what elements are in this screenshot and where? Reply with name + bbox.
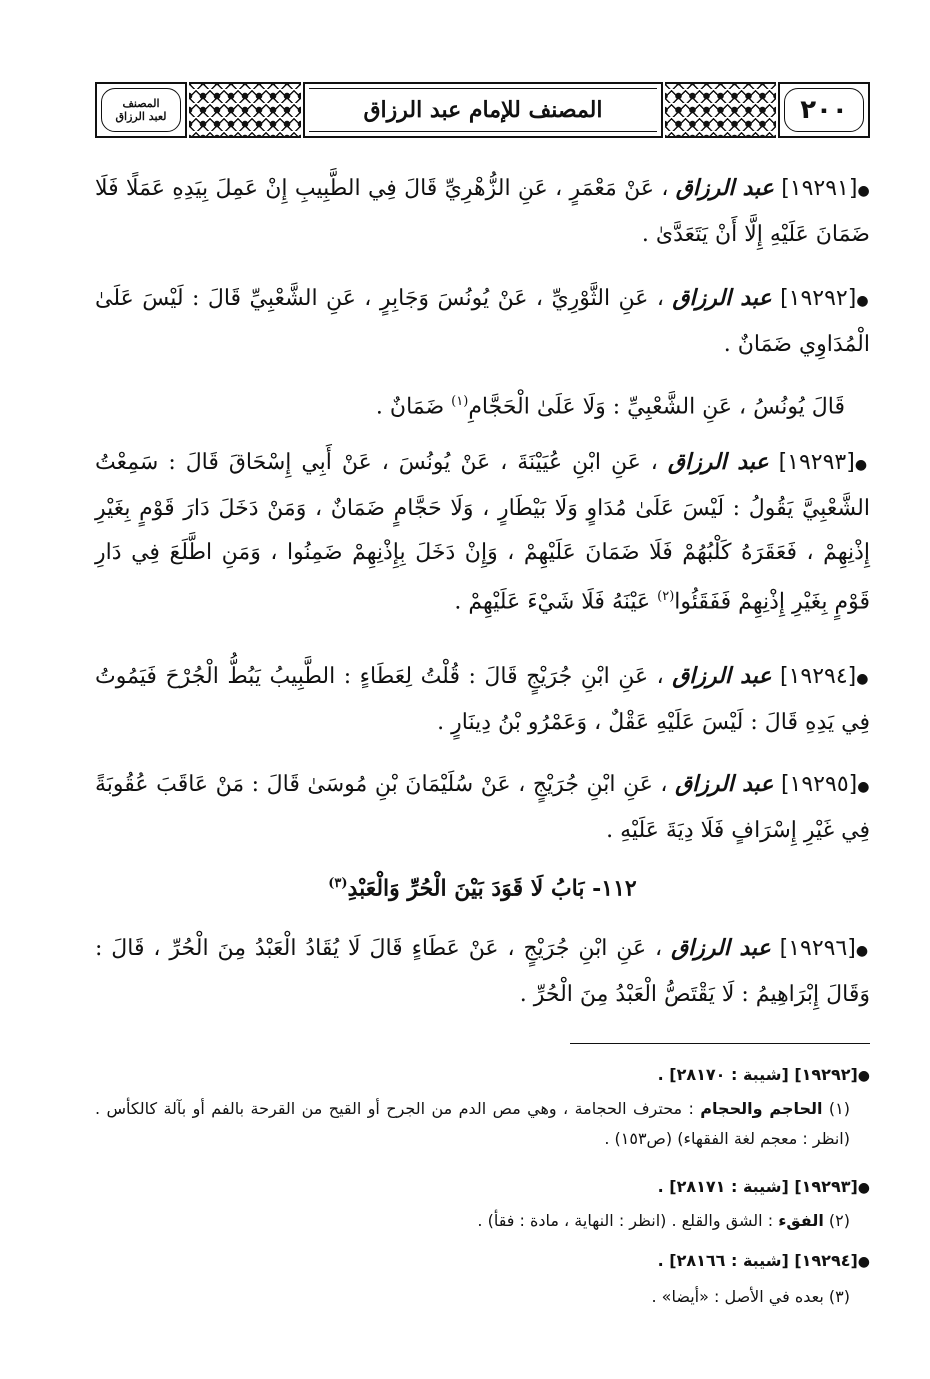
- footnote-3: [95, 1282, 850, 1312]
- hadith-19291: [95, 166, 870, 257]
- hadith-19293: [95, 440, 870, 624]
- bullet-icon: ●: [857, 1180, 870, 1196]
- yunus-text: قَالَ يُونُسُ ، عَنِ الشَّعْبِيِّ : وَلَا عَلَىٰ الْحَجَّامِ: [468, 394, 845, 420]
- chapter-title: ١١٢- بَابُ لَا قَوَدَ بَيْنَ الْحُرِّ وَالْعَبْدِ: [347, 875, 637, 902]
- author-name: عبد الرزاق: [675, 771, 774, 797]
- title-box: [303, 82, 663, 138]
- hadith-19294: [95, 654, 870, 745]
- ornament-band-left: [189, 82, 301, 138]
- hadith-number: [١٩٢٩٣]: [778, 450, 855, 475]
- footnote-number: (١): [828, 1099, 850, 1118]
- page-header: [95, 78, 870, 142]
- hadith-text: ، عَنِ ابْنِ جُرَيْجٍ قَالَ : قُلْتُ لِعَطَاءٍ : الطَّبِيبُ يَبُطُّ الْجُرْحَ فَيَمُوتُ فِي يَدِهِ قَالَ : لَيْسَ عَلَيْهِ عَقْلٌ ، وَعَمْرُو بْنُ دِينَارٍ .: [95, 664, 870, 735]
- hadith-19296: [95, 926, 870, 1017]
- footnote-source: [١٩٢٩٢] [شيبة : ٢٨١٧٠] .: [657, 1065, 858, 1084]
- footnote-text: : الشق والقلع . (انظر : النهاية ، مادة : فقأ) .: [477, 1211, 774, 1230]
- footnote-source-19292: [95, 1060, 870, 1091]
- yunus-text-after: ضَمَانٌ .: [375, 394, 445, 420]
- hadith-text: ، عَنِ ابْنِ جُرَيْجٍ ، عَنْ عَطَاءٍ قَالَ لَا يُقَادُ الْعَبْدُ مِنَ الْحُرِّ ، قَالَ : وَقَالَ إِبْرَاهِيمُ : لَا يَقْتَصُّ الْعَبْدُ مِنَ الْحُرِّ .: [95, 936, 870, 1007]
- bullet-icon: ●: [857, 779, 871, 795]
- footnote-2: [95, 1206, 850, 1236]
- hadith-text-after: عَيْنَهُ فَلَا شَيْءَ عَلَيْهِمْ .: [454, 589, 651, 615]
- footnote-source: [١٩٢٩٤] [شيبة : ٢٨١٦٦] .: [657, 1251, 858, 1270]
- seal-line-2: لعبد الرزاق: [115, 110, 167, 123]
- chapter-heading: [95, 862, 870, 910]
- bullet-icon: ●: [857, 183, 871, 199]
- footnote-source-19294: [95, 1246, 870, 1277]
- bullet-icon: ●: [856, 293, 871, 309]
- page-number-box: [778, 82, 870, 138]
- footnote-ref: (١): [451, 394, 469, 409]
- bullet-icon: ●: [856, 671, 870, 687]
- author-name: عبد الرزاق: [672, 285, 772, 311]
- bullet-icon: ●: [854, 457, 871, 473]
- hadith-19292: [95, 276, 870, 367]
- seal-logo: [116, 97, 167, 123]
- author-name: عبد الرزاق: [671, 935, 771, 961]
- footnote-text: (٣) بعده في الأصل : «أيضا» .: [651, 1287, 850, 1306]
- footnote-ref: (٢): [657, 589, 675, 604]
- page-number: ٢٠٠: [800, 95, 848, 125]
- footnote-text: : محترف الحجامة ، وهي مص الدم من الجرح أو القيح من القرحة بالفم أو بآلة كالكأس . (انظر : معجم لغة الفقهاء) (ص١٥٣) .: [95, 1099, 850, 1148]
- footnote-source-19293: [95, 1172, 870, 1203]
- seal-line-1: المصنف: [122, 97, 160, 110]
- footnote-term: الفقء: [778, 1211, 824, 1230]
- ornament-band-right: [665, 82, 776, 138]
- hadith-19295: [95, 762, 870, 853]
- author-name: عبد الرزاق: [667, 449, 769, 475]
- author-name: عبد الرزاق: [675, 175, 774, 201]
- footnote-source: [١٩٢٩٣] [شيبة : ٢٨١٧١] .: [657, 1177, 858, 1196]
- footnote-number: (٢): [828, 1211, 850, 1230]
- hadith-text: ، عَنِ ابْنِ جُرَيْجٍ ، عَنْ سُلَيْمَانَ بْنِ مُوسَىٰ قَالَ : مَنْ عَاقَبَ عُقُوبَةً فِي غَيْرِ إِسْرَافٍ فَلَا دِيَةَ عَلَيْهِ .: [95, 772, 870, 843]
- footnote-divider: [570, 1043, 870, 1044]
- hadith-text: ، عَنِ الثَّوْرِيِّ ، عَنْ يُونُسَ وَجَابِرٍ ، عَنِ الشَّعْبِيِّ قَالَ : لَيْسَ عَلَىٰ الْمُدَاوِي ضَمَانٌ .: [95, 286, 870, 357]
- hadith-number: [١٩٢٩٢]: [780, 286, 857, 311]
- bullet-icon: ●: [857, 1068, 870, 1084]
- footnote-term: الحاجم والحجام: [700, 1099, 823, 1118]
- hadith-text: ، عَنْ مَعْمَرٍ ، عَنِ الزُّهْرِيِّ قَالَ فِي الطَّبِيبِ إِنْ عَمِلَ بِيَدِهِ عَمَلًا فَلَا ضَمَانَ عَلَيْهِ إِلَّا أَنْ يَتَعَدَّىٰ .: [95, 176, 870, 247]
- hadith-number: [١٩٢٩٦]: [779, 936, 856, 961]
- running-title: المصنف للإمام عبد الرزاق: [363, 97, 603, 123]
- footnote-ref: (٣): [328, 876, 348, 891]
- bullet-icon: ●: [855, 943, 871, 959]
- hadith-number: [١٩٢٩١]: [781, 176, 858, 201]
- footnote-1: [95, 1094, 850, 1154]
- author-name: عبد الرزاق: [672, 663, 772, 689]
- hadith-number: [١٩٢٩٥]: [780, 772, 858, 797]
- bullet-icon: ●: [857, 1254, 870, 1270]
- seal-box: [95, 82, 187, 138]
- yunus-line: [95, 380, 845, 429]
- hadith-number: [١٩٢٩٤]: [779, 664, 857, 689]
- hadith-text: ، عَنِ ابْنِ عُيَيْنَةَ ، عَنْ يُونُسَ ، عَنْ أَبِي إِسْحَاقَ قَالَ : سَمِعْتُ الشَّعْبِيَّ يَقُولُ : لَيْسَ عَلَىٰ مُدَاوٍ وَلَا بَيْطَارٍ ، وَلَا حَجَّامٍ ضَمَانٌ ، وَمَنْ دَخَلَ دَارَ قَوْمٍ بِغَيْرِ إِذْنِهِمْ ، فَعَقَرَهُ كَلْبُهُمْ فَلَا ضَمَانَ عَلَيْهِمْ ، وَإِنْ دَخَلَ بِإِذْنِهِمْ ضَمِنُوا ، وَمَنِ اطَّلَعَ فِي دَارِ قَوْمٍ بِغَيْرِ إِذْنِهِمْ فَفَقَئُوا: [95, 450, 870, 615]
